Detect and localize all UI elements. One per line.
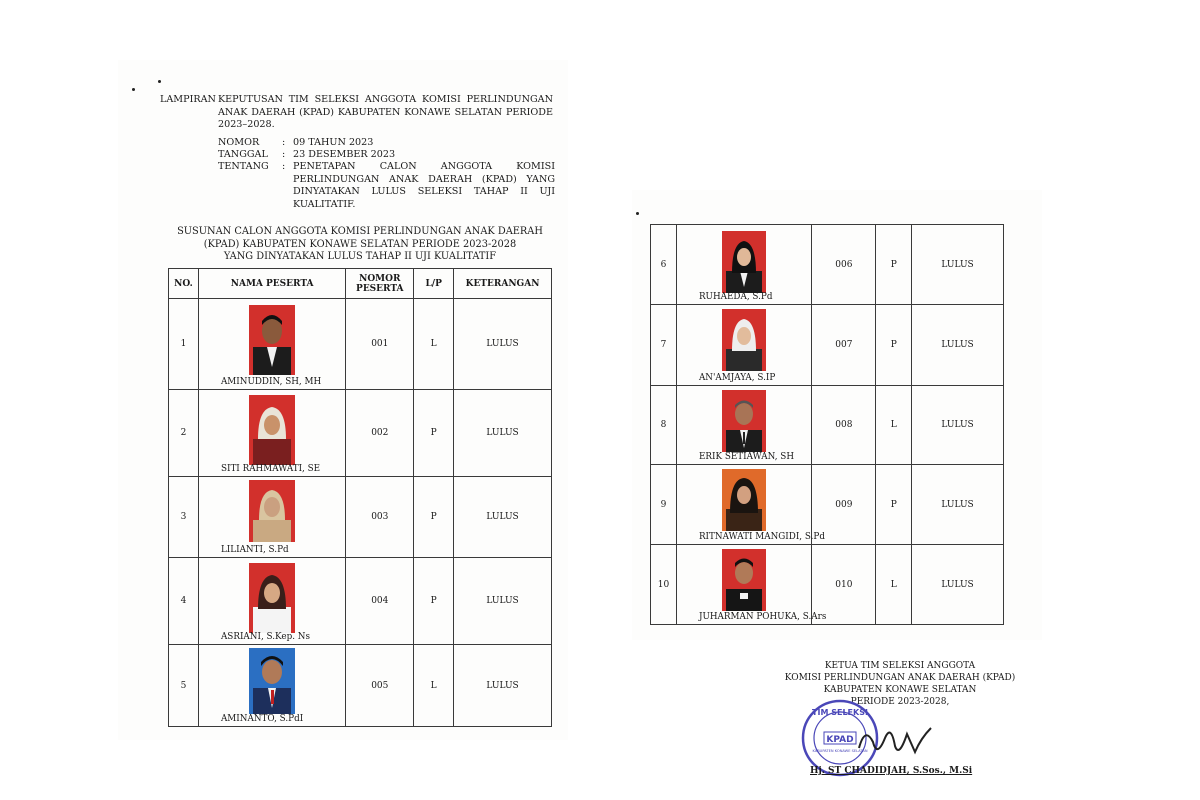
tanggal-label: TANGGAL	[218, 149, 268, 160]
row-nomor: 006	[812, 225, 876, 305]
candidate-name: JUHARMAN POHUKA, S.Ars	[698, 612, 827, 622]
subtitle-line: YANG DINYATAKAN LULUS TAHAP II UJI KUALITATIF	[223, 251, 497, 262]
candidate-photo	[722, 469, 766, 531]
subtitle-line: (KPAD) KABUPATEN KONAWE SELATAN PERIODE 2023-2028	[203, 238, 517, 250]
row-lp: L	[414, 299, 454, 390]
tanggal-value: 23 DESEMBER 2023	[293, 149, 396, 160]
row-ket: LULUS	[912, 386, 1004, 465]
candidate-photo	[249, 395, 295, 465]
name-cell	[676, 305, 812, 386]
table-row	[169, 645, 552, 727]
colon: :	[282, 149, 286, 160]
signatory-name: Hj. ST CHADIDJAH, S.Sos., M.Si	[810, 766, 973, 776]
col-keterangan: KETERANGAN	[454, 269, 552, 299]
speck	[158, 80, 161, 83]
row-no: 1	[169, 299, 199, 390]
row-ket: LULUS	[912, 465, 1004, 545]
candidate-photo	[722, 549, 766, 611]
row-ket: LULUS	[454, 558, 552, 645]
row-nomor: 005	[346, 645, 414, 727]
table-row	[651, 386, 1004, 465]
row-lp: P	[876, 465, 912, 545]
lampiran-text: KEPUTUSAN TIM SELEKSI ANGGOTA KOMISI PERLINDUNGAN ANAK DAERAH (KPAD) KABUPATEN KONAWE SELATAN PERIODE 2023–2028.	[218, 94, 553, 130]
candidate-name: AN'AMJAYA, S.IP	[698, 373, 776, 383]
stamp-top-text: TIM SELEKSI	[812, 708, 868, 717]
row-nomor: 001	[346, 299, 414, 390]
row-lp: P	[876, 305, 912, 386]
table-row	[169, 390, 552, 477]
row-ket: LULUS	[454, 390, 552, 477]
row-no: 10	[651, 545, 677, 625]
candidate-name: RUHAEDA, S.Pd	[698, 292, 773, 302]
candidate-name: AMINUDDIN, SH, MH	[220, 377, 322, 387]
row-lp: P	[876, 225, 912, 305]
row-nomor: 004	[346, 558, 414, 645]
candidate-name: AMINANTO, S.PdI	[220, 714, 304, 724]
name-cell	[198, 477, 345, 558]
table-row	[169, 299, 552, 390]
table-row	[651, 465, 1004, 545]
row-no: 8	[651, 386, 677, 465]
candidate-name: LILIANTI, S.Pd	[220, 545, 289, 555]
subtitle-line: SUSUNAN CALON ANGGOTA KOMISI PERLINDUNGAN ANAK DAERAH	[177, 226, 543, 237]
tentang-value: PENETAPAN CALON ANGGOTA KOMISI PERLINDUNGAN ANAK DAERAH (KPAD) YANG DINYATAKAN LULUS SELEKSI TAHAP II UJI KUALITATIF.	[293, 161, 555, 210]
candidate-photo	[722, 309, 766, 371]
signature-line: PERIODE 2023-2028,	[850, 697, 950, 707]
nomor-value: 09 TAHUN 2023	[293, 137, 374, 148]
candidate-table-right	[650, 224, 1004, 625]
row-ket: LULUS	[912, 305, 1004, 386]
row-lp: L	[876, 545, 912, 625]
row-nomor: 007	[812, 305, 876, 386]
col-lp: L/P	[414, 269, 454, 299]
col-no: NO.	[169, 269, 199, 299]
name-cell	[676, 386, 812, 465]
row-no: 6	[651, 225, 677, 305]
name-cell	[676, 225, 812, 305]
name-cell	[676, 545, 827, 625]
row-ket: LULUS	[454, 645, 552, 727]
signature-line: KOMISI PERLINDUNGAN ANAK DAERAH (KPAD)	[784, 673, 1016, 683]
name-cell	[198, 558, 345, 645]
row-nomor: 002	[346, 390, 414, 477]
name-cell	[676, 465, 825, 545]
candidate-name: RITNAWATI MANGIDI, S.Pd	[698, 532, 825, 542]
candidate-photo	[249, 648, 295, 714]
candidate-table-left	[168, 268, 552, 727]
row-ket: LULUS	[912, 225, 1004, 305]
table-subtitle	[160, 226, 560, 264]
tentang-label: TENTANG	[218, 161, 269, 172]
colon: :	[282, 137, 286, 148]
lampiran-label: LAMPIRAN	[160, 94, 216, 105]
row-lp: L	[414, 645, 454, 727]
table-row	[169, 477, 552, 558]
row-lp: P	[414, 477, 454, 558]
candidate-name: ASRIANI, S.Kep. Ns	[220, 632, 311, 642]
candidate-name: ERIK SETIAWAN, SH	[698, 452, 794, 462]
candidate-name: SITI RAHMAWATI, SE	[220, 464, 321, 474]
candidate-photo	[249, 563, 295, 633]
nomor-label: NOMOR	[218, 137, 260, 148]
row-no: 3	[169, 477, 199, 558]
candidate-photo	[249, 480, 295, 542]
row-ket: LULUS	[454, 299, 552, 390]
tentang-row	[218, 161, 558, 213]
row-no: 7	[651, 305, 677, 386]
row-nomor: 003	[346, 477, 414, 558]
col-nomor: NOMOR PESERTA	[346, 269, 414, 299]
colon: :	[282, 161, 286, 172]
row-lp: L	[876, 386, 912, 465]
row-no: 4	[169, 558, 199, 645]
name-cell	[198, 645, 345, 727]
stamp-center-text: KPAD	[826, 735, 854, 745]
row-no: 5	[169, 645, 199, 727]
candidate-photo	[722, 231, 766, 293]
table-row	[651, 545, 1004, 625]
col-nama: NAMA PESERTA	[198, 269, 345, 299]
speck	[132, 88, 135, 91]
row-nomor: 009	[812, 465, 876, 545]
table-header-row	[169, 269, 552, 299]
table-row	[169, 558, 552, 645]
speck	[636, 212, 639, 215]
candidate-photo	[249, 305, 295, 375]
row-no: 2	[169, 390, 199, 477]
row-lp: P	[414, 390, 454, 477]
lampiran-block	[160, 94, 555, 134]
signature-scribble	[855, 718, 935, 764]
stamp-sub-text: KABUPATEN KONAWE SELATAN	[812, 749, 868, 753]
name-cell	[198, 390, 345, 477]
signature-line: KABUPATEN KONAWE SELATAN	[823, 685, 977, 695]
row-no: 9	[651, 465, 677, 545]
row-nomor: 010	[812, 545, 876, 625]
table-row	[651, 305, 1004, 386]
row-ket: LULUS	[454, 477, 552, 558]
candidate-photo	[722, 390, 766, 452]
table-row	[651, 225, 1004, 305]
row-lp: P	[414, 558, 454, 645]
row-ket: LULUS	[912, 545, 1004, 625]
signature-line: KETUA TIM SELEKSI ANGGOTA	[824, 661, 976, 671]
name-cell	[198, 299, 345, 390]
row-nomor: 008	[812, 386, 876, 465]
